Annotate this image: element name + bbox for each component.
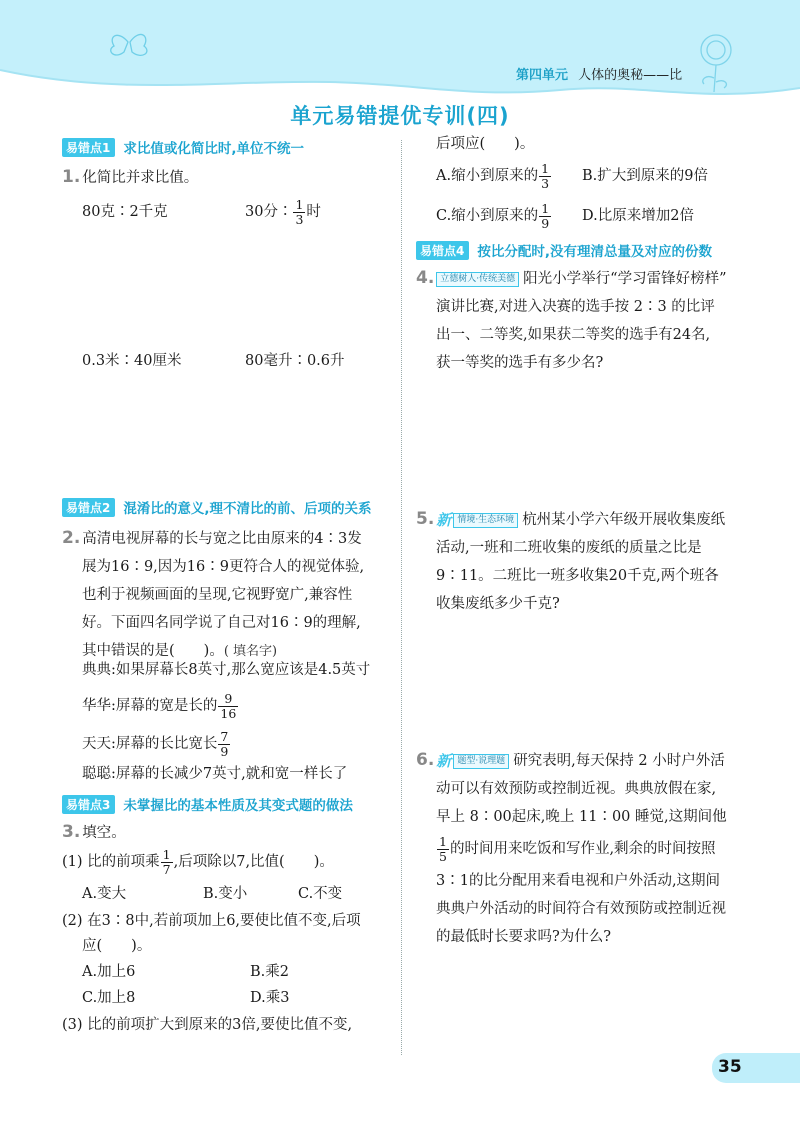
fraction: $\frac{1}{3}$ bbox=[541, 160, 550, 191]
question-2-option-1: 典典:如果屏幕长8英寸,那么宽应该是4.5英寸 bbox=[82, 662, 371, 678]
page-title: 单元易错提优专训(四) bbox=[290, 104, 510, 128]
fraction: $\frac{9}{16}$ bbox=[220, 690, 237, 721]
section-tag: 易错点3 bbox=[62, 795, 115, 814]
section-tag: 易错点2 bbox=[62, 498, 115, 517]
question-number: 2. bbox=[62, 528, 81, 548]
column-divider bbox=[401, 140, 402, 1055]
question-2-option-4: 聪聪:屏幕的长减少7英寸,就和宽一样长了 bbox=[82, 766, 348, 782]
question-1-item-b: 30分∶ $\frac{1}{3}$ 时 bbox=[245, 196, 321, 227]
unit-title: 人体的奥秘——比 bbox=[578, 68, 683, 83]
header-wave-banner bbox=[0, 0, 800, 110]
question-3-part-2-option-c: C.加上8 bbox=[82, 990, 136, 1006]
fraction: $\frac{1}{9}$ bbox=[541, 200, 550, 231]
question-6-stem: 6. 新 题型·说理题 研究表明,每天保持 2 小时户外活 动可以有效预防或控制近视。典典放假在家, 早上 8∶00起床,晚上 11∶00 睡觉,这期间他 $\frac{1}{5}$ 的时间用来吃饭和写作业,剩余的时间按照 3∶1的比分配用来看电视和户外活动,这期间 典典户外活动的时间符合有效预防或控制近视 的最低时长要求吗?为什么? bbox=[416, 746, 761, 951]
section-title: 未掌握比的基本性质及其变式题的做法 bbox=[123, 798, 353, 814]
question-3-part-3-option-a: A.缩小到原来的 $\frac{1}{3}$ bbox=[436, 160, 550, 191]
question-3-part-3-option-d: D.比原来增加2倍 bbox=[582, 208, 694, 224]
question-4-stem: 4. 立德树人·传统美德 阳光小学举行“学习雷锋好榜样” 演讲比赛,对进入决赛的选手按 2∶3 的比评 出一、二等奖,如果获二等奖的选手有24名, 获一等奖的选手有多少名? bbox=[416, 268, 727, 371]
category-badge: 题型·说理题 bbox=[453, 754, 509, 769]
question-number: 3. bbox=[62, 822, 81, 842]
question-3-part-3-line-2: 后项应( )。 bbox=[436, 136, 535, 152]
question-number: 1. bbox=[62, 167, 81, 187]
section-heading-2 bbox=[62, 497, 372, 517]
fraction: $\frac{1}{3}$ bbox=[295, 196, 304, 227]
question-3-part-3-option-b: B.扩大到原来的9倍 bbox=[582, 168, 708, 184]
new-tag: 新 bbox=[436, 511, 452, 529]
question-3-part-2-option-b: B.乘2 bbox=[250, 964, 289, 980]
question-3-part-1-option-a: A.变大 bbox=[82, 886, 127, 902]
section-heading-1 bbox=[62, 137, 304, 157]
question-3-part-2-line-1: (2) 在3∶8中,若前项加上6,要使比值不变,后项 bbox=[62, 913, 361, 929]
category-badge: 情境·生态环境 bbox=[453, 513, 518, 528]
fraction: $\frac{1}{5}$ bbox=[439, 833, 447, 864]
section-title: 求比值或化简比时,单位不统一 bbox=[123, 141, 305, 157]
page-number: 35 bbox=[718, 1057, 742, 1077]
section-tag: 易错点4 bbox=[416, 241, 469, 260]
fraction: $\frac{1}{7}$ bbox=[162, 846, 171, 877]
question-3-stem: 3. 填空。 bbox=[62, 822, 126, 842]
fraction: $\frac{7}{9}$ bbox=[220, 728, 229, 759]
question-5-stem: 5. 新 情境·生态环境 杭州某小学六年级开展收集废纸 活动,一班和二班收集的废纸的质量之比是 9∶11。二班比一班多收集20千克,两个班各 收集废纸多少千克? bbox=[416, 505, 761, 618]
question-3-part-1-option-b: B.变小 bbox=[203, 886, 248, 902]
question-number: 6. bbox=[416, 750, 435, 770]
question-3-part-3-line-1: (3) 比的前项扩大到原来的3倍,要使比值不变, bbox=[62, 1017, 353, 1033]
question-3-part-1-option-c: C.不变 bbox=[298, 886, 343, 902]
question-3-part-2-option-a: A.加上6 bbox=[82, 964, 136, 980]
question-2-option-2: 华华:屏幕的宽是长的 $\frac{9}{16}$ bbox=[82, 690, 237, 721]
question-number: 4. bbox=[416, 268, 435, 288]
question-3-part-1: (1) 比的前项乘 $\frac{1}{7}$ ,后项除以7,比值( )。 bbox=[62, 846, 334, 877]
section-heading-3 bbox=[62, 794, 353, 814]
section-heading-4 bbox=[416, 240, 712, 260]
new-tag: 新 bbox=[436, 752, 452, 770]
section-title: 混淆比的意义,理不清比的前、后项的关系 bbox=[123, 501, 372, 517]
unit-header bbox=[516, 64, 682, 83]
question-number: 5. bbox=[416, 509, 435, 529]
question-2-option-3: 天天:屏幕的长比宽长 $\frac{7}{9}$ bbox=[82, 728, 229, 759]
section-tag: 易错点1 bbox=[62, 138, 115, 157]
question-1-item-a: 80克∶2千克 bbox=[82, 204, 168, 220]
question-1-stem: 1. 化简比并求比值。 bbox=[62, 167, 199, 187]
unit-label: 第四单元 bbox=[516, 68, 569, 83]
question-1-item-c: 0.3米∶40厘米 bbox=[82, 353, 182, 369]
question-3-part-2-line-2: 应( )。 bbox=[82, 938, 152, 954]
question-1-item-d: 80毫升∶0.6升 bbox=[245, 353, 345, 369]
question-2-stem: 2. 高清电视屏幕的长与宽之比由原来的4∶3发 展为16∶9,因为16∶9更符合人的视觉体验, 也利于视频画面的呈现,它视野宽广,兼容性 好。下面四名同学说了自己对16∶9的理解, 其中错误的是( )。( 填名字) bbox=[62, 528, 365, 659]
category-badge: 立德树人·传统美德 bbox=[436, 272, 519, 287]
question-3-part-3-option-c: C.缩小到原来的 $\frac{1}{9}$ bbox=[436, 200, 550, 231]
question-3-part-2-option-d: D.乘3 bbox=[250, 990, 290, 1006]
section-title: 按比分配时,没有理清总量及对应的份数 bbox=[477, 244, 713, 260]
answer-hint: ( 填名字) bbox=[223, 644, 278, 659]
